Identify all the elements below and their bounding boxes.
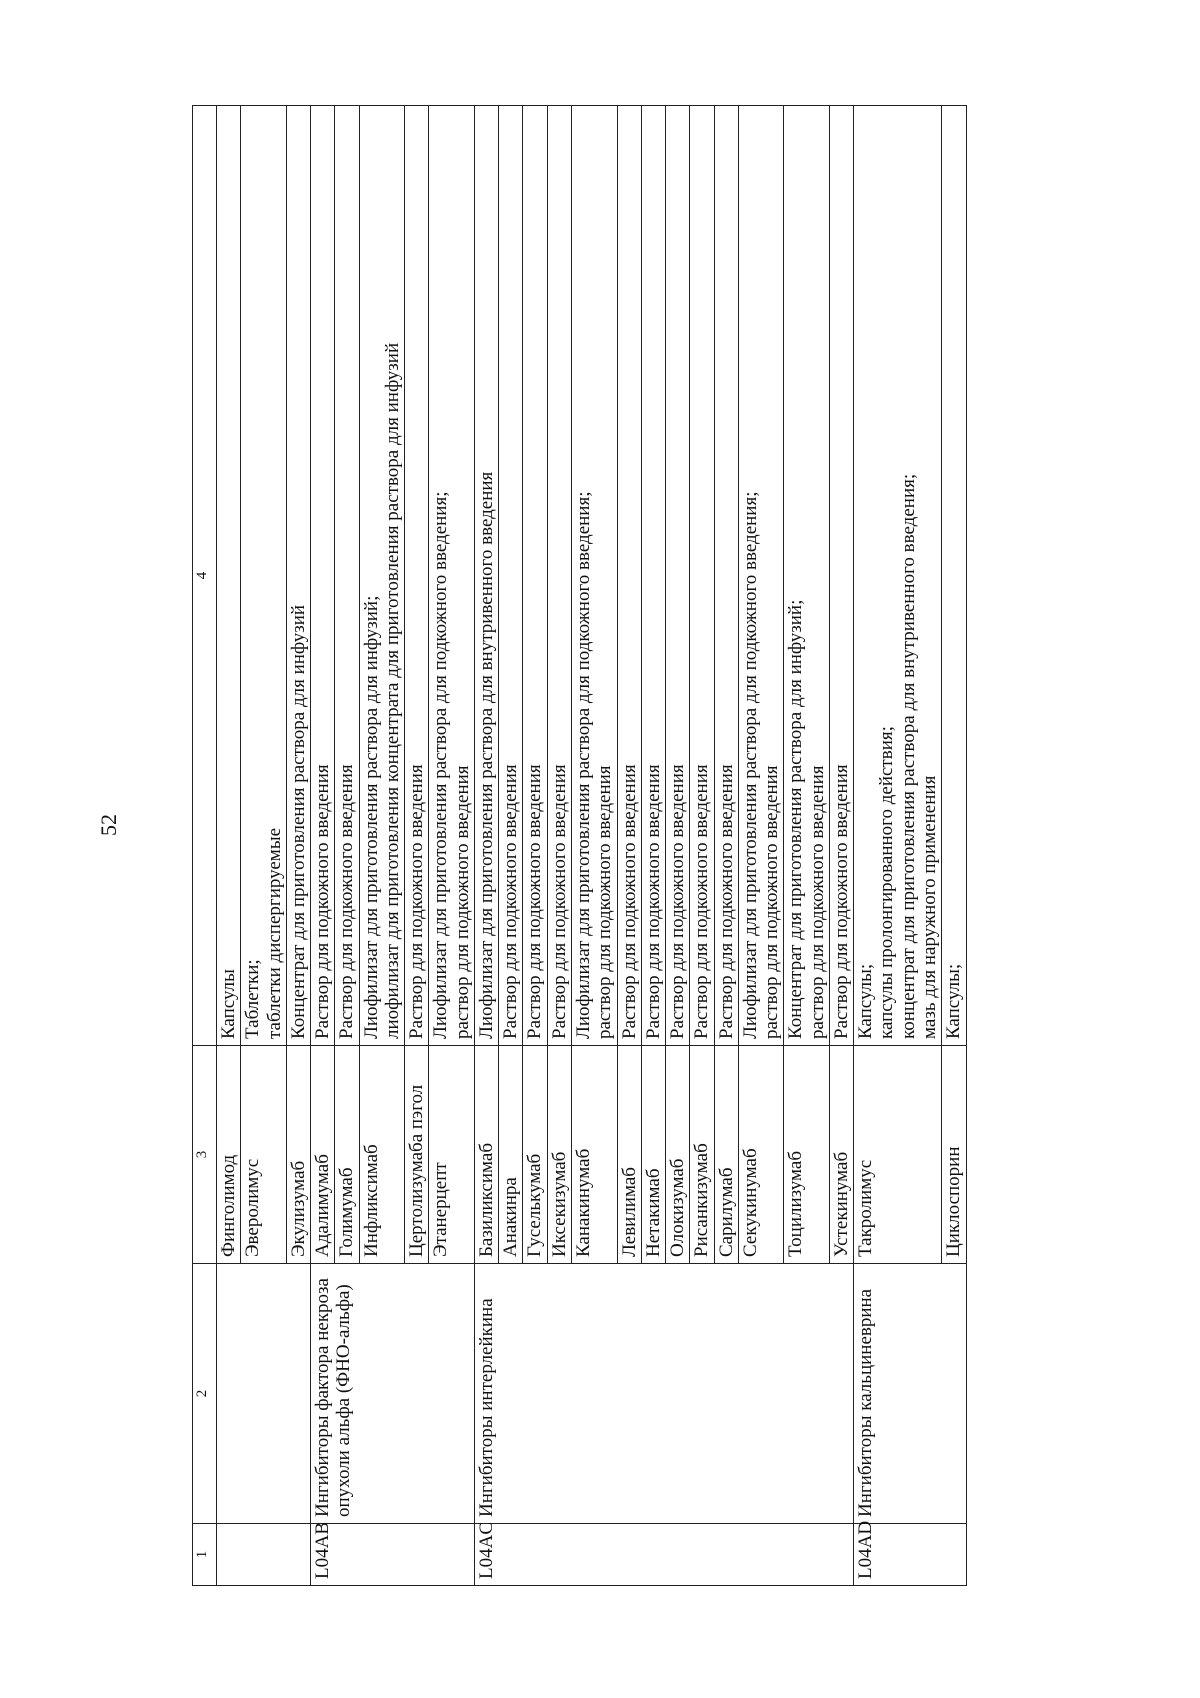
form-line: капсулы пролонгированного действия; xyxy=(876,726,898,1039)
forms-cell xyxy=(286,106,310,1046)
table-row xyxy=(311,106,335,1586)
forms-cell xyxy=(942,106,966,1046)
form-line: раствор для подкожного введения xyxy=(594,765,616,1039)
drug-cell: Такролимус xyxy=(854,1046,942,1264)
header-col-2: 2 xyxy=(193,1264,217,1524)
drug-cell: Левилимаб xyxy=(617,1046,641,1264)
form-line: Раствор для подкожного введения xyxy=(336,764,358,1039)
table-row xyxy=(854,106,942,1586)
form-line: Раствор для подкожного введения xyxy=(642,764,664,1039)
forms-cell xyxy=(311,106,335,1046)
form-line: Раствор для подкожного введения xyxy=(667,764,689,1039)
forms-cell xyxy=(829,106,853,1046)
header-col-3: 3 xyxy=(193,1046,217,1264)
forms-cell xyxy=(499,106,523,1046)
form-line: Концентрат для приготовления раствора для инфузий xyxy=(287,604,309,1039)
drug-cell: Анакинра xyxy=(499,1046,523,1264)
drug-cell: Цертолизумаба пэгол xyxy=(405,1046,429,1264)
forms-cell xyxy=(641,106,665,1046)
form-line: таблетки диспергируемые xyxy=(263,827,285,1039)
code-cell xyxy=(217,1524,311,1586)
form-line: Лиофилизат для приготовления раствора для инфузий; xyxy=(360,595,382,1039)
forms-cell xyxy=(714,106,738,1046)
forms-cell xyxy=(474,106,498,1046)
form-line: Раствор для подкожного введения xyxy=(406,764,428,1039)
drug-cell: Устекинумаб xyxy=(829,1046,853,1264)
drug-cell: Сарилумаб xyxy=(714,1046,738,1264)
table-header-row xyxy=(193,106,217,1586)
rotated-table-container xyxy=(192,106,1122,1586)
drug-cell: Олокизумаб xyxy=(666,1046,690,1264)
drug-cell: Финголимод xyxy=(217,1046,241,1264)
form-line: Концентрат для приготовления раствора для инфузий; xyxy=(785,599,807,1039)
forms-cell xyxy=(523,106,547,1046)
drug-cell: Адалимумаб xyxy=(311,1046,335,1264)
form-line: концентрат для приготовления раствора для внутривенного введения; xyxy=(897,473,919,1039)
drug-cell: Базиликсимаб xyxy=(474,1046,498,1264)
drug-cell: Иксекизумаб xyxy=(547,1046,571,1264)
forms-cell xyxy=(854,106,942,1046)
drug-cell: Гуселькумаб xyxy=(523,1046,547,1264)
drug-cell: Этанерцепт xyxy=(429,1046,475,1264)
page-number: 52 xyxy=(96,814,121,836)
code-cell: L04AB xyxy=(311,1524,475,1586)
table-row xyxy=(217,106,241,1586)
drug-cell: Циклоспорин xyxy=(942,1046,966,1264)
form-line: Лиофилизат для приготовления раствора для подкожного введения; xyxy=(430,491,452,1039)
drug-cell: Нетакимаб xyxy=(641,1046,665,1264)
group-cell xyxy=(217,1264,311,1524)
forms-cell xyxy=(571,106,617,1046)
form-line: раствор для подкожного введения xyxy=(806,765,828,1039)
form-line: Раствор для подкожного введения xyxy=(618,764,640,1039)
forms-cell xyxy=(547,106,571,1046)
drug-cell: Канакинумаб xyxy=(571,1046,617,1264)
form-line: Раствор для подкожного введения xyxy=(548,764,570,1039)
drug-cell: Голимумаб xyxy=(335,1046,359,1264)
code-cell: L04AC xyxy=(474,1524,853,1586)
form-line: Раствор для подкожного введения xyxy=(500,764,522,1039)
drug-cell: Тоцилизумаб xyxy=(784,1046,830,1264)
forms-cell xyxy=(617,106,641,1046)
forms-cell xyxy=(784,106,830,1046)
group-cell: Ингибиторы фактора некроза опухоли альфа (ФНО-альфа) xyxy=(311,1264,475,1524)
group-cell: Ингибиторы интерлейкина xyxy=(474,1264,853,1524)
form-line: Раствор для подкожного введения xyxy=(715,764,737,1039)
drug-cell: Секукинумаб xyxy=(738,1046,784,1264)
forms-cell xyxy=(217,106,241,1046)
form-line: Капсулы; xyxy=(855,963,877,1039)
form-line: Капсулы xyxy=(218,969,239,1039)
form-line: Лиофилизат для приготовления раствора для подкожного введения; xyxy=(739,491,761,1039)
forms-cell xyxy=(666,106,690,1046)
form-line: Лиофилизат для приготовления раствора для внутривенного введения xyxy=(475,471,497,1039)
drug-table xyxy=(192,105,967,1586)
header-col-1: 1 xyxy=(193,1524,217,1586)
form-line: лиофилизат для приготовления концентрата для приготовления раствора для инфузий xyxy=(381,342,403,1039)
forms-cell xyxy=(335,106,359,1046)
forms-cell xyxy=(690,106,714,1046)
form-line: Раствор для подкожного введения xyxy=(830,764,852,1039)
form-line: Капсулы; xyxy=(943,963,965,1039)
forms-cell xyxy=(359,106,405,1046)
forms-cell xyxy=(405,106,429,1046)
form-line: раствор для подкожного введения xyxy=(451,765,473,1039)
forms-cell xyxy=(241,106,287,1046)
group-cell: Ингибиторы кальциневрина xyxy=(854,1264,966,1524)
forms-cell xyxy=(738,106,784,1046)
form-line: Раствор для подкожного введения xyxy=(524,764,546,1039)
drug-cell: Экулизумаб xyxy=(286,1046,310,1264)
code-cell: L04AD xyxy=(854,1524,966,1586)
form-line: раствор для подкожного введения xyxy=(761,765,783,1039)
form-line: Лиофилизат для приготовления раствора для подкожного введения; xyxy=(572,491,594,1039)
forms-cell xyxy=(429,106,475,1046)
form-line: мазь для наружного применения xyxy=(918,775,940,1039)
drug-cell: Рисанкизумаб xyxy=(690,1046,714,1264)
form-line: Таблетки; xyxy=(242,959,264,1039)
form-line: Раствор для подкожного введения xyxy=(691,764,713,1039)
drug-cell: Эверолимус xyxy=(241,1046,287,1264)
header-col-4: 4 xyxy=(193,106,217,1046)
form-line: Раствор для подкожного введения xyxy=(312,764,334,1039)
table-row xyxy=(474,106,498,1586)
drug-cell: Инфликсимаб xyxy=(359,1046,405,1264)
